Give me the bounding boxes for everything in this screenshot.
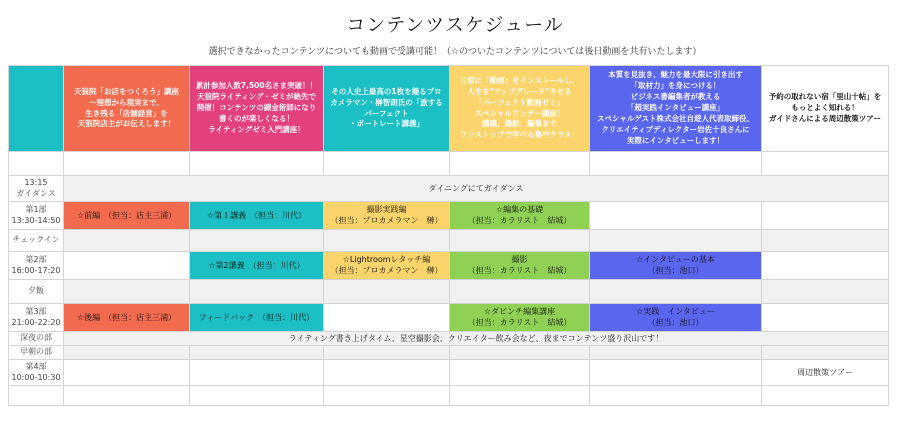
page-title: コンテンツスケジュール: [346, 14, 564, 36]
schedule-table: [8, 65, 889, 406]
part2-tour-cell: [762, 252, 889, 280]
part3-interview-cell[interactable]: ☆実践 インタビュー （担当：池口）: [590, 304, 762, 332]
guidance-cell: ダイニングにてガイダンス: [64, 176, 889, 202]
part1-row: [9, 202, 889, 230]
part1-interview-cell: [590, 202, 762, 230]
row-label-night: 深夜の部: [9, 332, 64, 346]
part2-portrait-cell[interactable]: ☆Lightroomレタッチ編 （担当：プロカメラマン 榊）: [324, 252, 450, 280]
row-label-part4: 第4部 10:00-10:30: [9, 360, 64, 386]
part2-writing-cell[interactable]: ☆第2講義 （担当：川代）: [190, 252, 324, 280]
row-label-part2: 第2部 16:00-17:20: [9, 252, 64, 280]
night-row: [9, 332, 889, 346]
part2-video-cell[interactable]: 撮影 （担当：カラリスト 結城）: [450, 252, 590, 280]
header-course-interview[interactable]: 本質を見抜き、魅力を最大限に引き出す 「取材力」を身につける！ ビジネス書編集者が教える 「超実践インタビュー講座」 スペシャルゲスト株式会社自遊人代表取締役、 クリエイティブディレクター岩佐十良さんに 実際にインタビューします！: [590, 66, 762, 152]
part1-video-cell[interactable]: ☆編集の基礎 （担当：カラリスト 結城）: [450, 202, 590, 230]
part2-shop-cell: [64, 252, 190, 280]
guidance-row: [9, 176, 889, 202]
row-label-part1: 第1部 13:30-14:50: [9, 202, 64, 230]
early-row: [9, 346, 889, 360]
part1-portrait-cell[interactable]: 撮影実践編 （担当：プロカメラマン 榊）: [324, 202, 450, 230]
part4-tour-cell[interactable]: 周辺散策ツアー: [762, 360, 889, 386]
row-label-early: 早朝の部: [9, 346, 64, 360]
footer-blank-row: [9, 386, 889, 406]
header-row: [9, 66, 889, 152]
header-course-tour[interactable]: 予約の取れない宿「里山十帖」を もっとよく知れる！ ガイドさんによる周辺散策ツアー: [762, 66, 889, 152]
part2-row: [9, 252, 889, 280]
spacer-row: [9, 152, 889, 176]
part1-shop-cell[interactable]: ☆前編 （担当：店主三浦）: [64, 202, 190, 230]
part2-interview-cell[interactable]: ☆インタビューの基本 （担当：池口）: [590, 252, 762, 280]
part1-writing-cell[interactable]: ☆第１講義 （担当：川代）: [190, 202, 324, 230]
part4-row: [9, 360, 889, 386]
part3-shop-cell[interactable]: ☆後編 （担当：店主三浦）: [64, 304, 190, 332]
header-course-shop[interactable]: 天狼院「お店をつくろう」講座 〜理想から現実まで、 生き残る「店舗経営」を 天狼院店主がお伝えします！: [64, 66, 190, 152]
row-label-part3: 第3部 21:00-22:20: [9, 304, 64, 332]
header-corner: [9, 66, 64, 152]
checkin-row: [9, 230, 889, 252]
row-label-dinner: 夕飯: [9, 280, 64, 304]
part3-row: [9, 304, 889, 332]
part3-video-cell[interactable]: ☆ダビンチ編集講座 （担当：カラリスト 結城）: [450, 304, 590, 332]
part3-portrait-cell: [324, 304, 450, 332]
page-subtitle: 選択できなかったコンテンツについても動画で受講可能！（☆のついたコンテンツについては後日動画を共有いたします）: [208, 47, 702, 57]
part3-tour-cell: [762, 304, 889, 332]
dinner-row: [9, 280, 889, 304]
part3-writing-cell[interactable]: フィードバック （担当：川代）: [190, 304, 324, 332]
night-cell: ライティング書き上げタイム、星空撮影会、クリエイター飲み会など、夜までコンテンツ盛り沢山です！: [64, 332, 889, 346]
header-course-video[interactable]: 日常に「動画」をインストールし、 人生を"アップグレード"させる 「パーフェクト動画ゼミ」 スペシャルワンデー講座！ 講義、撮影、編集まで ワンストップで学べる集中クラス！: [450, 66, 590, 152]
part1-tour-cell: [762, 202, 889, 230]
row-label-guidance: 13:15 ガイダンス: [9, 176, 64, 202]
header-course-portrait[interactable]: その人史上最高の1枚を撮るプロ カメラマン・榊智朗氏の「旅する パーフェクト ・ポートレート講義」: [324, 66, 450, 152]
row-label-checkin: チェックイン: [9, 230, 64, 252]
header-course-writing[interactable]: 累計参加人数7,500名さま突破！！ 天狼院ライティング・ゼミが絶先で 開催！コンテンツの錬金術師になり 書くのが楽しくなる！ ライティングゼミ入門講座！: [190, 66, 324, 152]
